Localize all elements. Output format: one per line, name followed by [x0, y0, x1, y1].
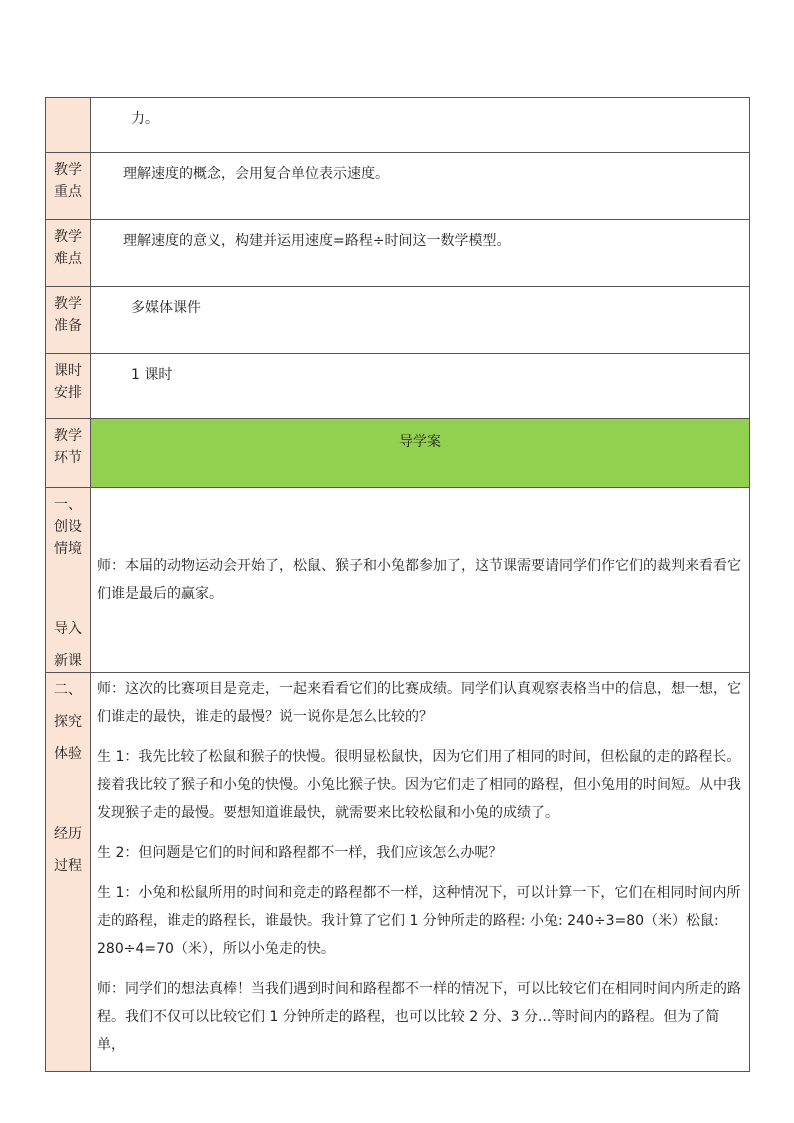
row-label [46, 287, 91, 354]
label-line: 教学 [54, 296, 82, 312]
table-row [46, 98, 750, 153]
content-text: 1 课时 [131, 367, 173, 383]
label-line: 情境 [54, 541, 82, 557]
row-label [46, 153, 91, 220]
paragraph: 生 2：但问题是它们的时间和路程都不一样，我们应该怎么办呢？ [97, 845, 503, 861]
content-text: 理解速度的概念，会用复合单位表示速度。 [123, 166, 389, 182]
label-line: 二、 [54, 682, 82, 698]
content-text: 多媒体课件 [131, 300, 201, 316]
row-label-empty [46, 98, 91, 153]
label-line: 准备 [54, 318, 82, 334]
table-row [46, 419, 750, 488]
table-row [46, 673, 750, 1072]
content-text: 理解速度的意义，构建并运用速度=路程÷时间这一数学模型。 [123, 233, 511, 249]
label-line: 安排 [54, 385, 82, 401]
row-content [91, 354, 750, 419]
paragraph: 师：本届的动物运动会开始了，松鼠、猴子和小兔都参加了，这节课需要请同学们作它们的裁判来看看它们谁是最后的赢家。 [97, 558, 741, 602]
lesson-plan-table [45, 97, 750, 1072]
label-line: 体验 [54, 746, 82, 762]
row-label [46, 354, 91, 419]
row-content [91, 287, 750, 354]
table-row [46, 153, 750, 220]
row-content [91, 220, 750, 287]
paragraph: 生 1：小兔和松鼠所用的时间和竞走的路程都不一样，这种情况下，可以计算一下，它们在相同时间内所走的路程，谁走的路程长，谁最快。我计算了它们 1 分钟所走的路程: 小兔: 240÷3=80（米）松鼠: 280÷4=70（米），所以小兔走的快。 [97, 885, 741, 957]
row-label [46, 419, 91, 488]
row-label [46, 673, 91, 1072]
row-content [91, 153, 750, 220]
label-line: 重点 [54, 184, 82, 200]
row-label [46, 220, 91, 287]
label-line: 新课 [54, 653, 82, 669]
row-label [46, 488, 91, 673]
label-line: 环节 [54, 450, 82, 466]
paragraph: 师：同学们的想法真棒！当我们遇到时间和路程都不一样的情况下，可以比较它们在相同时间内所走的路程。我们不仅可以比较它们 1 分钟所走的路程，也可以比较 2 分、3 分...等时间内的路程。但为了简单， [97, 981, 741, 1053]
row-content [91, 673, 750, 1072]
section-header-cell [91, 419, 750, 488]
table-row [46, 220, 750, 287]
table-row [46, 287, 750, 354]
label-line: 课时 [54, 363, 82, 379]
label-line: 难点 [54, 251, 82, 267]
label-line: 教学 [54, 162, 82, 178]
row-content [91, 98, 750, 153]
label-line: 教学 [54, 229, 82, 245]
content-text: 力。 [131, 111, 159, 127]
label-line: 教学 [54, 428, 82, 444]
label-line: 创设 [54, 519, 82, 535]
paragraph: 生 1：我先比较了松鼠和猴子的快慢。很明显松鼠快，因为它们用了相同的时间，但松鼠的走的路程长。接着我比较了猴子和小兔的快慢。小兔比猴子快。因为它们走了相同的路程，但小兔用的时间短。从中我发现猴子走的最慢。要想知道谁最快，就需要来比较松鼠和小兔的成绩了。 [97, 749, 741, 821]
row-content [91, 488, 750, 673]
table-row [46, 488, 750, 673]
paragraph: 师：这次的比赛项目是竞走，一起来看看它们的比赛成绩。同学们认真观察表格当中的信息，想一想，它们谁走的最快，谁走的最慢？说一说你是怎么比较的？ [97, 681, 741, 725]
label-line: 导入 [54, 621, 82, 637]
label-line: 经历 [54, 826, 82, 842]
label-line: 过程 [54, 858, 82, 874]
label-line: 探究 [54, 714, 82, 730]
label-line: 一、 [54, 497, 82, 513]
table-row [46, 354, 750, 419]
section-header-text: 导学案 [399, 434, 441, 450]
